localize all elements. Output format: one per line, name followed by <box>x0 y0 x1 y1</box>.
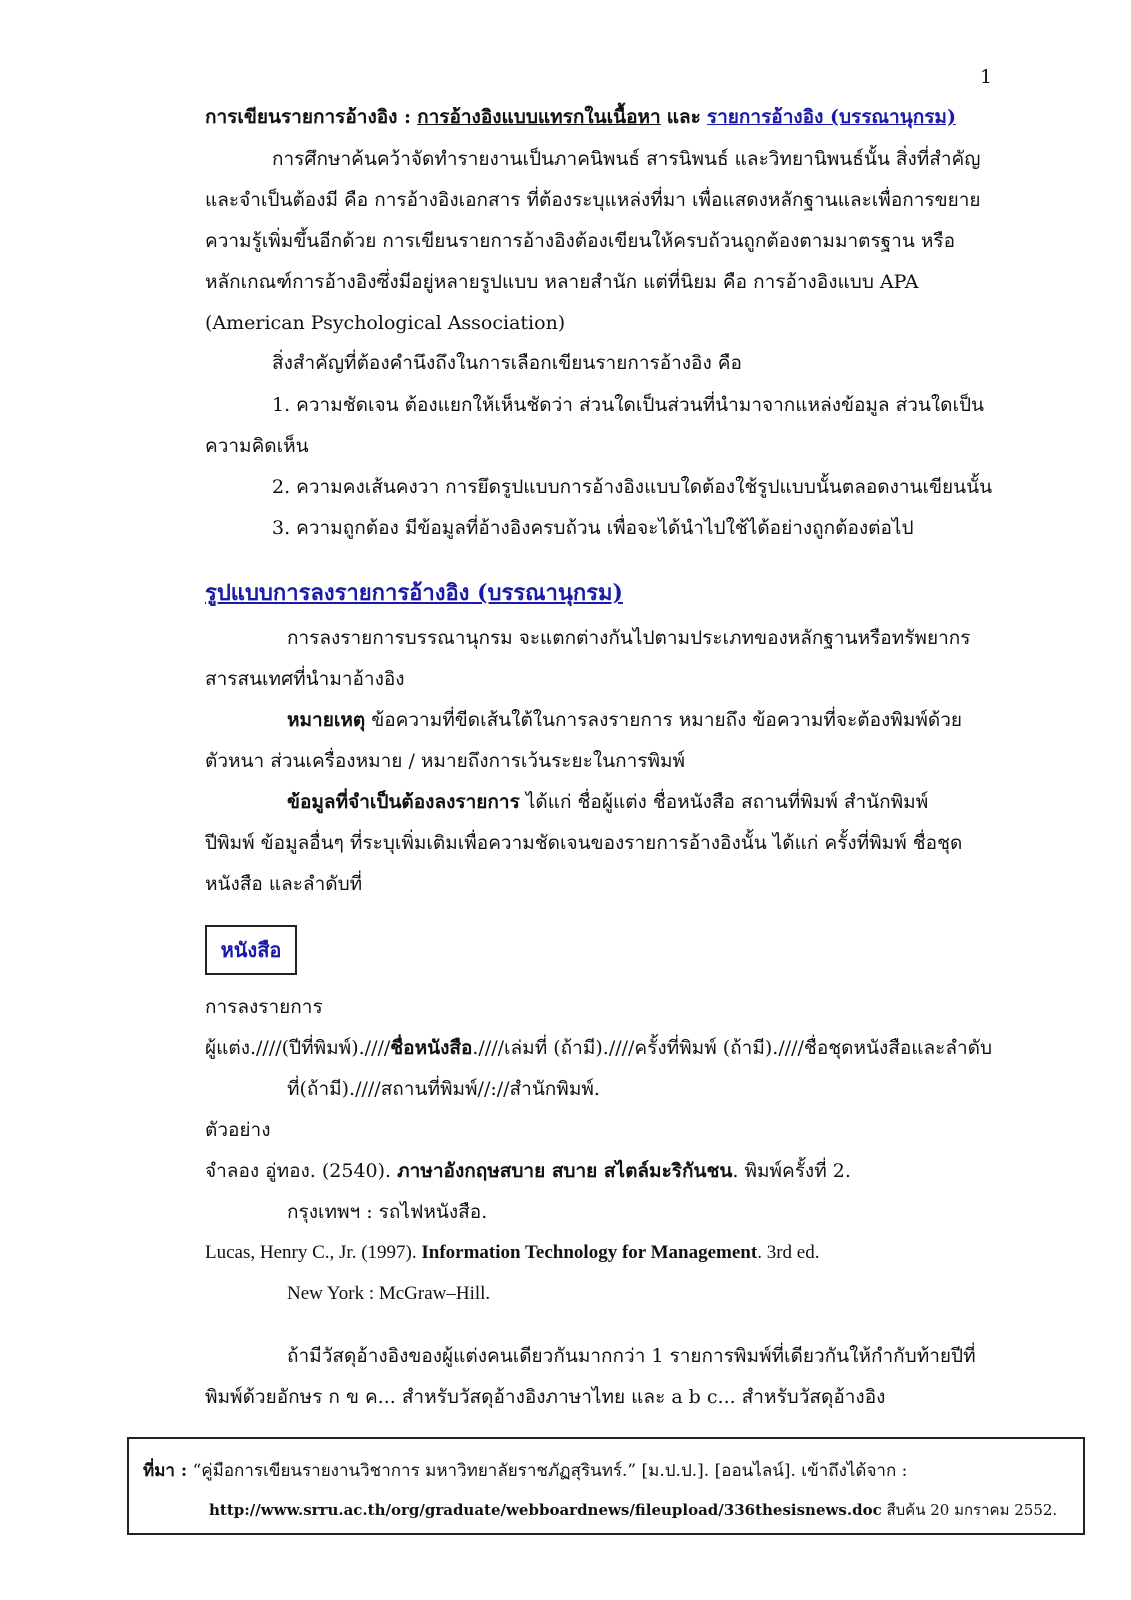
example-2-line-b: New York : McGraw–Hill. <box>287 1283 491 1304</box>
section2-line-1a: การลงรายการบรรณานุกรม จะแตกต่างกันไปตามประเภทของหลักฐานหรือทรัพยากร <box>287 627 971 649</box>
title-conjunction: และ <box>666 106 701 128</box>
example-1-title: ภาษาอังกฤษสบาย สบาย สไตล์มะริกันชน <box>397 1160 733 1182</box>
page-number: 1 <box>980 66 993 88</box>
intro-line-2: และจำเป็นต้องมี คือ การอ้างอิงเอกสาร ที่ต้องระบุแหล่งที่มา เพื่อแสดงหลักฐานและเพื่อการขยาย <box>205 189 981 211</box>
required-line-c: หนังสือ และลำดับที่ <box>205 873 363 895</box>
intro-line-5: (American Psychological Association) <box>205 312 566 334</box>
entry-label: การลงรายการ <box>205 996 323 1018</box>
required-label: ข้อมูลที่จำเป็นต้องลงรายการ <box>287 791 520 813</box>
book-section-label: หนังสือ <box>220 938 282 962</box>
example-1-author: จำลอง อู่ทอง. (2540). <box>205 1160 392 1182</box>
note-line-a <box>287 707 962 733</box>
title-prefix: การเขียนรายการอ้างอิง : <box>205 106 412 128</box>
format-line-b: ที่(ถ้ามี).////สถานที่พิมพ์//://สำนักพิมพ์. <box>287 1078 600 1100</box>
note-line-b: ตัวหนา ส่วนเครื่องหมาย / หมายถึงการเว้นระยะในการพิมพ์ <box>205 750 686 772</box>
example-1-edition: . พิมพ์ครั้งที่ 2. <box>732 1160 851 1182</box>
source-accessed: สืบค้น 20 มกราคม 2552. <box>886 1501 1058 1519</box>
example-1-line-b: กรุงเทพฯ : รถไฟหนังสือ. <box>287 1201 488 1223</box>
example-2-title: Information Technology for Management <box>421 1242 758 1263</box>
format-a-part1: ผู้แต่ง.////(ปีที่พิมพ์).//// <box>205 1037 391 1059</box>
same-author-line-b: พิมพ์ด้วยอักษร ก ข ค... สำหรับวัสดุอ้างอิงภาษาไทย และ a b c... สำหรับวัสดุอ้างอิง <box>205 1386 886 1408</box>
point-3: 3. ความถูกต้อง มีข้อมูลที่อ้างอิงครบถ้วน เพื่อจะได้นำไปใช้ได้อย่างถูกต้องต่อไป <box>272 517 914 539</box>
example-2-edition: . 3rd ed. <box>757 1242 820 1263</box>
book-section-box <box>205 925 297 975</box>
example-2-author: Lucas, Henry C., Jr. (1997). <box>205 1242 417 1263</box>
required-text-a: ได้แก่ ชื่อผู้แต่ง ชื่อหนังสือ สถานที่พิมพ์ สำนักพิมพ์ <box>525 791 929 813</box>
point-1-line-b: ความคิดเห็น <box>205 435 309 457</box>
intro-line-1: การศึกษาค้นคว้าจัดทำรายงานเป็นภาคนิพนธ์ สารนิพนธ์ และวิทยานิพนธ์นั้น สิ่งที่สำคัญ <box>272 148 981 170</box>
section-heading-bibliography-format: รูปแบบการลงรายการอ้างอิง (บรรณานุกรม) <box>205 580 623 606</box>
required-line-b: ปีพิมพ์ ข้อมูลอื่นๆ ที่ระบุเพิ่มเติมเพื่อความชัดเจนของรายการอ้างอิงนั้น ได้แก่ ครั้งที่พิมพ์ ชื่อชุด <box>205 832 963 854</box>
source-line-2 <box>209 1497 1057 1523</box>
required-line-a <box>287 789 928 815</box>
source-label: ที่มา : <box>143 1461 188 1481</box>
intro-line-4: หลักเกณฑ์การอ้างอิงซึ่งมีอยู่หลายรูปแบบ หลายสำนัก แต่ที่นิยม คือ การอ้างอิงแบบ APA <box>205 271 919 293</box>
point-1-line-a: 1. ความชัดเจน ต้องแยกให้เห็นชัดว่า ส่วนใดเป็นส่วนที่นำมาจากแหล่งข้อมูล ส่วนใดเป็น <box>272 394 985 416</box>
source-url-link[interactable]: http://www.srru.ac.th/org/graduate/webboardnews/fileupload/336thesisnews.doc <box>209 1501 882 1519</box>
page-title <box>205 104 956 130</box>
intro-line-3: ความรู้เพิ่มขึ้นอีกด้วย การเขียนรายการอ้างอิงต้องเขียนให้ครบถ้วนถูกต้องตามมาตรฐาน หรือ <box>205 230 955 252</box>
same-author-line-a: ถ้ามีวัสดุอ้างอิงของผู้แต่งคนเดียวกันมากกว่า 1 รายการพิมพ์ที่เดียวกันให้กำกับท้ายปีที่ <box>287 1345 976 1367</box>
important-lead: สิ่งสำคัญที่ต้องคำนึงถึงในการเลือกเขียนรายการอ้างอิง คือ <box>272 352 742 374</box>
note-text-a: ข้อความที่ขีดเส้นใต้ในการลงรายการ หมายถึง ข้อความที่จะต้องพิมพ์ด้วย <box>371 709 963 731</box>
section2-line-1b: สารสนเทศที่นำมาอ้างอิง <box>205 668 405 690</box>
source-citation: “คู่มือการเขียนรายงานวิชาการ มหาวิทยาลัยราชภัฏสุรินทร์.” [ม.ป.ป.]. [ออนไลน์]. เข้าถึงได้จาก : <box>192 1461 908 1481</box>
title-bibliography-link[interactable]: รายการอ้างอิง (บรรณานุกรม) <box>706 106 956 128</box>
format-line-a <box>205 1035 992 1061</box>
format-a-title: ชื่อหนังสือ <box>390 1037 473 1059</box>
title-inline-citation: การอ้างอิงแบบแทรกในเนื้อหา <box>417 106 661 128</box>
note-label: หมายเหตุ <box>287 709 366 731</box>
source-line-1 <box>143 1458 907 1484</box>
example-2-line-a <box>205 1240 819 1266</box>
example-1-line-a <box>205 1158 851 1184</box>
example-label: ตัวอย่าง <box>205 1119 271 1141</box>
format-a-part2: .////เล่มที่ (ถ้ามี).////ครั้งที่พิมพ์ (ถ้ามี).////ชื่อชุดหนังสือและลำดับ <box>472 1037 993 1059</box>
point-2: 2. ความคงเส้นคงวา การยึดรูปแบบการอ้างอิงแบบใดต้องใช้รูปแบบนั้นตลอดงานเขียนนั้น <box>272 476 993 498</box>
